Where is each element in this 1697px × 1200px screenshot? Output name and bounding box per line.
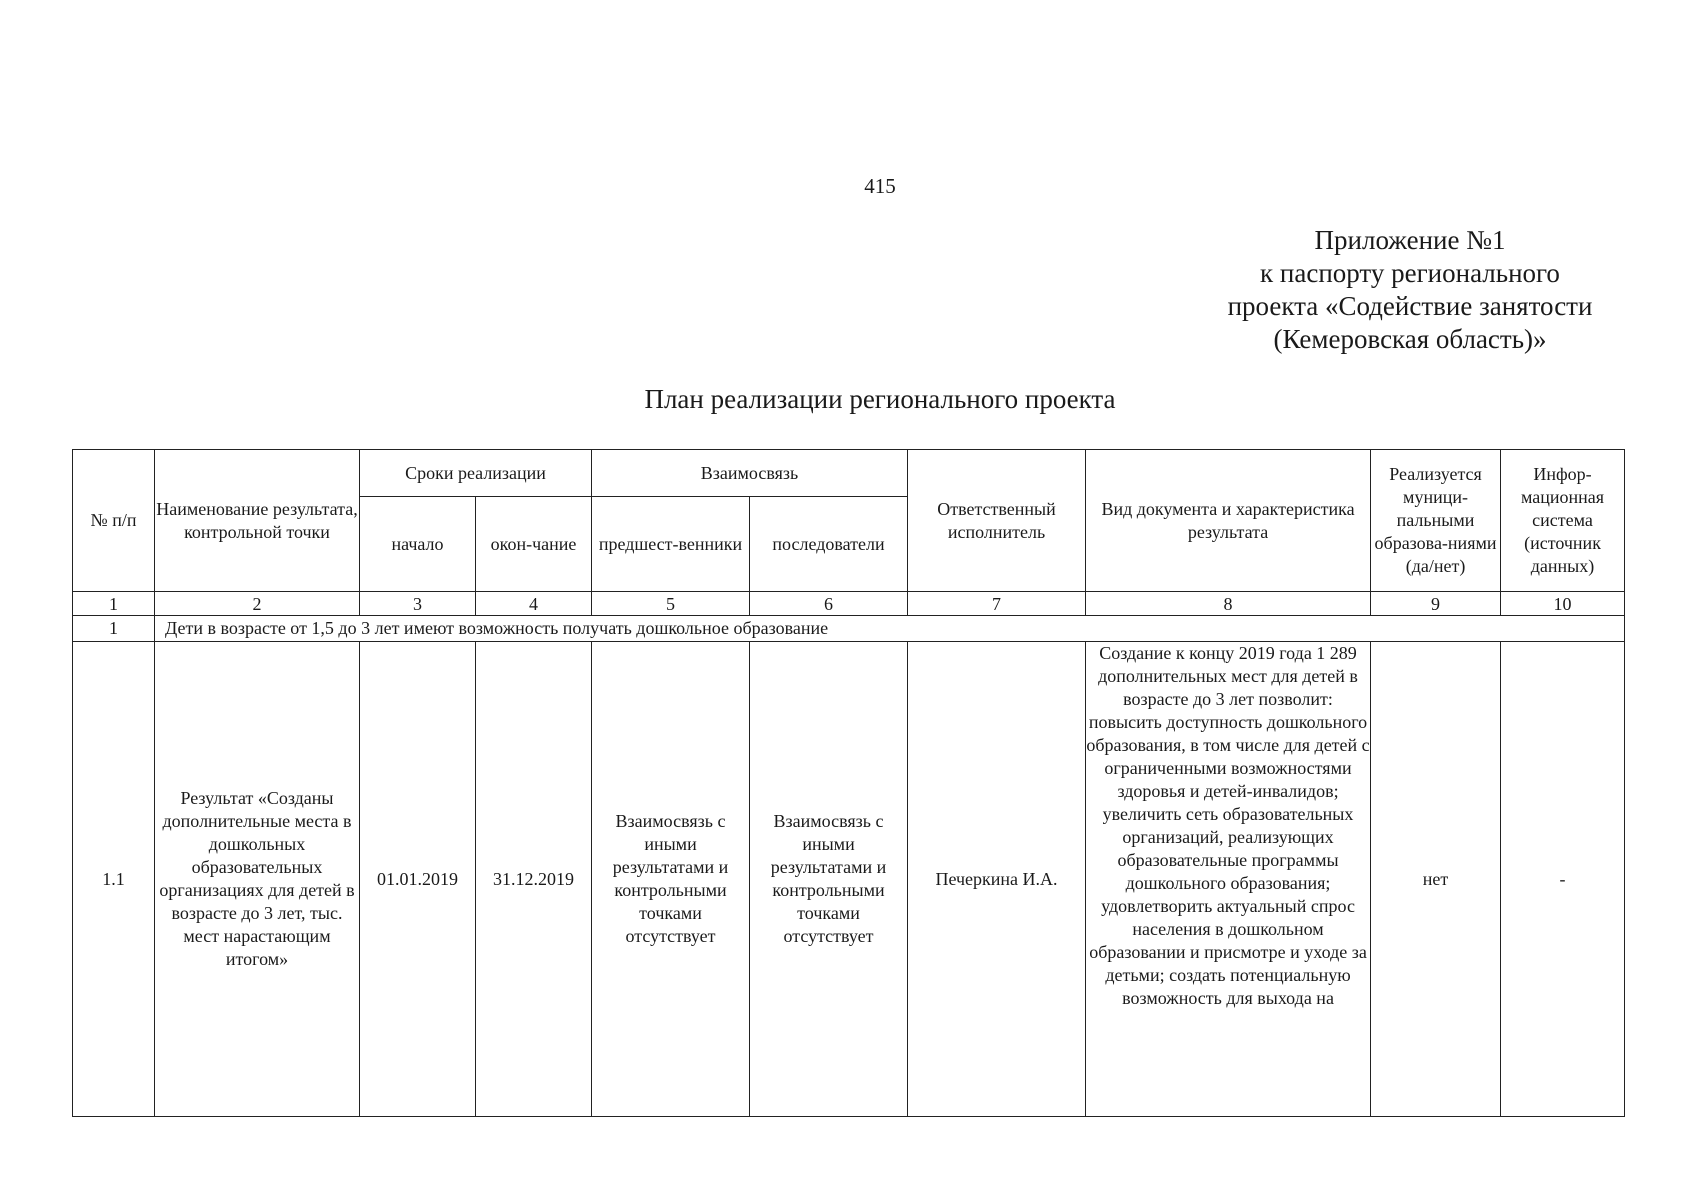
header-info-system: Инфор-мационная система (источник данных) [1501, 450, 1625, 592]
appendix-line: Приложение №1 [1314, 225, 1506, 255]
header-predecessors: предшест-венники [592, 497, 750, 592]
header-relation: Взаимосвязь [592, 450, 908, 497]
row-municipal: нет [1371, 642, 1501, 1117]
appendix-caption [1180, 224, 1640, 356]
column-number: 3 [360, 592, 476, 616]
row-number: 1.1 [73, 642, 155, 1117]
header-num: № п/п [73, 450, 155, 592]
row-successors: Взаимосвязь с иными результатами и контрольными точками отсутствует [750, 642, 908, 1117]
row-document-text: Создание к концу 2019 года 1 289 дополнительных мест для детей в возрасте до 3 лет позволит: повысить доступность дошкольного образования, в том числе для детей с ограниченными возможностями здоровья и детей-инвалидов; увеличить сеть образовательных организаций, реализующих образовательные программы дошкольного образования; удовлетворить актуальный спрос населения в дошкольном образовании и присмотре и уходе за детьми; создать потенциальную возможность для выхода на [1086, 643, 1370, 1008]
column-number: 8 [1086, 592, 1371, 616]
section-title: Дети в возрасте от 1,5 до 3 лет имеют возможность получать дошкольное образование [155, 616, 1625, 642]
column-number: 1 [73, 592, 155, 616]
row-name: Результат «Созданы дополнительные места в дошкольных образовательных организациях для детей в возрасте до 3 лет, тыс. мест нарастающим итогом» [155, 642, 360, 1117]
page-number: 415 [864, 174, 896, 198]
header-start: начало [360, 497, 476, 592]
column-number: 5 [592, 592, 750, 616]
column-number: 10 [1501, 592, 1625, 616]
row-start-date: 01.01.2019 [360, 642, 476, 1117]
row-responsible: Печеркина И.А. [908, 642, 1086, 1117]
header-successors: последователи [750, 497, 908, 592]
column-number: 9 [1371, 592, 1501, 616]
table-row [73, 642, 1625, 1117]
appendix-line: (Кемеровская область)» [1273, 324, 1547, 354]
header-end: окон-чание [476, 497, 592, 592]
column-number: 7 [908, 592, 1086, 616]
section-number: 1 [73, 616, 155, 642]
row-predecessors: Взаимосвязь с иными результатами и контрольными точками отсутствует [592, 642, 750, 1117]
appendix-line: к паспорту регионального [1260, 258, 1560, 288]
plan-table [72, 449, 1625, 1117]
header-terms: Сроки реализации [360, 450, 592, 497]
header-name: Наименование результата, контрольной точки [155, 450, 360, 592]
appendix-line: проекта «Содействие занятости [1227, 291, 1593, 321]
column-number: 2 [155, 592, 360, 616]
header-responsible: Ответственный исполнитель [908, 450, 1086, 592]
header-municipal: Реализуется муници-пальными образова-ниями (да/нет) [1371, 450, 1501, 592]
header-document: Вид документа и характеристика результата [1086, 450, 1371, 592]
column-number: 6 [750, 592, 908, 616]
column-number: 4 [476, 592, 592, 616]
row-end-date: 31.12.2019 [476, 642, 592, 1117]
row-document [1086, 642, 1371, 1117]
row-info-system: - [1501, 642, 1625, 1117]
document-title: План реализации регионального проекта [644, 384, 1116, 414]
